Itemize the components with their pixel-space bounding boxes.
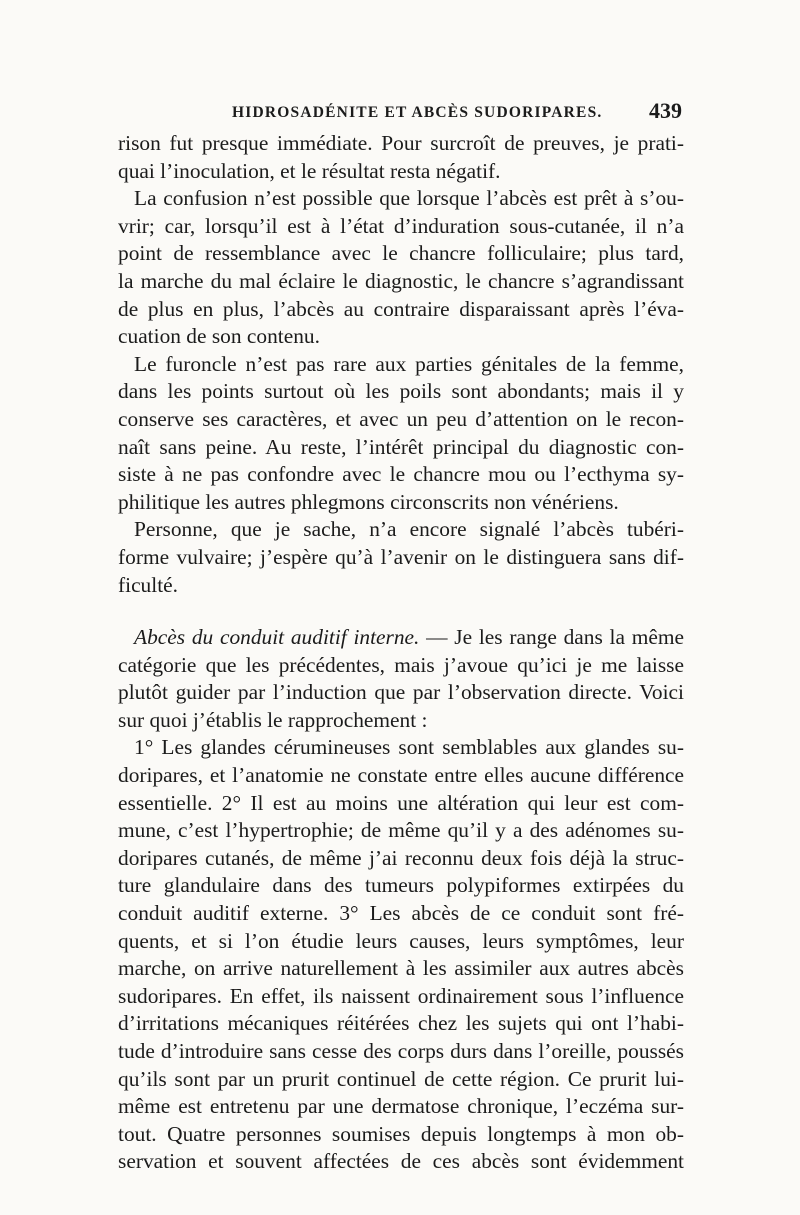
text-line: marche, on arrive naturellement à les assimiler aux autres abcès [118, 956, 684, 981]
text-line: cuation de son contenu. [118, 324, 320, 349]
text-line: 1° Les glandes cérumineuses sont semblables aux glandes su- [134, 735, 684, 760]
text-line: Personne, que je sache, n’a encore signalé l’abcès tubéri- [134, 517, 684, 542]
text-line: d’irritations mécaniques réitérées chez les sujets qui ont l’habi- [118, 1011, 684, 1036]
section-heading: Abcès du conduit auditif interne. [134, 625, 420, 650]
text-line: La confusion n’est possible que lorsque l’abcès est prêt à s’ou- [134, 186, 684, 211]
text-line: ficulté. [118, 572, 178, 597]
text-line: doripares, et l’anatomie ne constate entre elles aucune différence [118, 763, 684, 788]
text-line: de plus en plus, l’abcès au contraire disparaissant après l’éva- [118, 296, 684, 321]
running-head [118, 98, 686, 128]
text-line: philitique les autres phlegmons circonscrits non vénériens. [118, 489, 619, 514]
text-line: doripares cutanés, de même j’ai reconnu deux fois déjà la struc- [118, 845, 684, 870]
text-line: sur quoi j’établis le rapprochement : [118, 707, 428, 732]
text-line: point de ressemblance avec le chancre folliculaire; plus tard, [118, 241, 684, 266]
text-line: rison fut presque immédiate. Pour surcroît de preuves, je prati- [118, 131, 684, 155]
section-first-line [118, 624, 684, 652]
section-first-line-rest: — Je les range dans la même [419, 625, 684, 650]
text-line: quents, et si l’on étudie leurs causes, leurs symptômes, leur [118, 928, 684, 953]
text-line: servation et souvent affectées de ces abcès sont évidemment [118, 1149, 684, 1174]
text-line: catégorie que les précédentes, mais j’avoue qu’ici je me laisse [118, 652, 684, 677]
text-line: essentielle. 2° Il est au moins une altération qui leur est com- [118, 790, 684, 815]
text-line: vrir; car, lorsqu’il est à l’état d’induration sous-cutanée, il n’a [118, 213, 684, 238]
text-line: naît sans peine. Au reste, l’intérêt principal du diagnostic con- [118, 434, 684, 459]
text-line: tout. Quatre personnes soumises depuis longtemps à mon ob- [118, 1121, 684, 1146]
text-line: conserve ses caractères, et avec un peu d’attention on le recon- [118, 406, 684, 431]
text-line: la marche du mal éclaire le diagnostic, le chancre s’agrandissant [118, 268, 684, 293]
text-line: dans les points surtout où les poils sont abondants; mais il y [118, 379, 684, 404]
text-line: quai l’inoculation, et le résultat resta négatif. [118, 158, 501, 183]
page-number: 439 [649, 98, 682, 123]
text-line: Le furoncle n’est pas rare aux parties génitales de la femme, [134, 351, 684, 376]
text-line: forme vulvaire; j’espère qu’à l’avenir on le distinguera sans dif- [118, 544, 684, 569]
text-line: sudoripares. En effet, ils naissent ordinairement sous l’influence [118, 983, 684, 1008]
text-line: tude d’introduire sans cesse des corps durs dans l’oreille, poussés [118, 1039, 684, 1063]
text-line: siste à ne pas confondre avec le chancre mou ou l’ecthyma sy- [118, 462, 684, 487]
body-text [118, 130, 684, 1176]
running-title: HIDROSADÉNITE ET ABCÈS SUDORIPARES. [232, 104, 603, 121]
text-line: même est entretenu par une dermatose chronique, l’eczéma sur- [118, 1094, 684, 1119]
text-line: ture glandulaire dans des tumeurs polypiformes extirpées du [118, 873, 684, 898]
text-line: plutôt guider par l’induction que par l’observation directe. Voici [118, 680, 684, 705]
text-line: mune, c’est l’hypertrophie; de même qu’il y a des adénomes su- [118, 818, 684, 843]
paragraph-gap [118, 599, 684, 624]
text-line: qu’ils sont par un prurit continuel de cette région. Ce prurit lui- [118, 1066, 684, 1091]
text-line: conduit auditif externe. 3° Les abcès de ce conduit sont fré- [118, 901, 684, 926]
